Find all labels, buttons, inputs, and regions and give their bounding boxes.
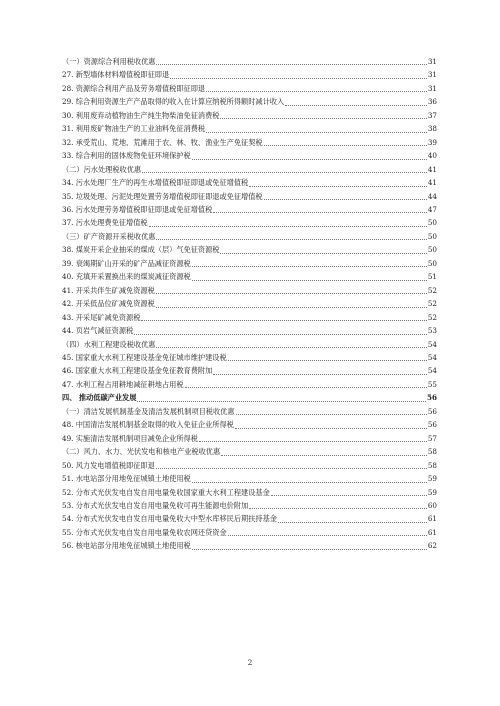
dot-leader <box>220 117 426 119</box>
dot-leader <box>134 333 427 335</box>
toc-entry-label: 44. 页岩气减征资源税 <box>62 326 134 336</box>
toc-entry-page: 54 <box>427 366 437 376</box>
dot-leader <box>156 467 427 469</box>
toc-entry[interactable] <box>62 68 437 81</box>
toc-entry[interactable] <box>62 512 437 525</box>
toc-entry-label: 46. 国家重大水利工程建设基金免征教育费附加 <box>62 366 213 376</box>
toc-entry-label: 35. 垃圾处理、污泥处理处置劳务增值税即征即退或免征增值税 <box>62 191 263 201</box>
toc-entry-label: 47. 水利工程占用耕地减征耕地占用税 <box>62 379 184 389</box>
toc-entry-page: 56 <box>427 406 437 416</box>
toc-entry[interactable] <box>62 190 437 203</box>
toc-entry[interactable] <box>62 284 437 297</box>
toc-entry-label: 38. 煤炭开采企业抽采的煤成（层）气免征资源税 <box>62 245 220 255</box>
toc-entry-page: 38 <box>427 124 437 134</box>
toc-entry[interactable] <box>62 311 437 324</box>
toc-entry-page: 56 <box>427 420 437 430</box>
dot-leader <box>220 252 426 254</box>
toc-entry-page: 55 <box>427 379 437 389</box>
dot-leader <box>206 131 427 133</box>
toc-entry[interactable] <box>62 486 437 499</box>
dot-leader <box>213 211 427 213</box>
toc-entry[interactable] <box>62 324 437 337</box>
toc-entry[interactable] <box>62 472 437 485</box>
toc-entry-page: 60 <box>427 500 437 510</box>
toc-entry-page: 31 <box>427 57 437 66</box>
toc-entry[interactable] <box>62 163 437 176</box>
toc-entry[interactable] <box>62 203 437 216</box>
toc-entry-page: 52 <box>427 285 437 295</box>
dot-leader <box>156 63 426 65</box>
toc-entry[interactable] <box>62 445 437 458</box>
toc-entry-label: （四）水利工程建设税收优惠 <box>62 339 156 349</box>
toc-entry-label: （二）污水处理税收优惠 <box>62 164 142 174</box>
toc-entry-page: 50 <box>427 218 437 228</box>
dot-leader <box>271 494 427 496</box>
toc-entry[interactable] <box>62 526 437 539</box>
toc-entry[interactable] <box>62 539 437 552</box>
dot-leader <box>192 548 427 550</box>
toc-entry-label: 36. 污水处理劳务增值税即征即退或免征增值税 <box>62 204 213 214</box>
toc-entry[interactable] <box>62 82 437 95</box>
toc-entry-page: 31 <box>427 83 437 93</box>
toc-entry-page: 58 <box>427 447 437 457</box>
dot-leader <box>228 534 427 536</box>
toc-entry-label: 54. 分布式光伏发电自发自用电量免收大中型水库移民后期扶持基金 <box>62 514 277 524</box>
toc-entry[interactable] <box>62 176 437 189</box>
toc-entry-label: 27. 新型墙体材料增值税即征即退 <box>62 70 170 80</box>
toc-entry-page: 41 <box>427 164 437 174</box>
toc-entry-page: 61 <box>427 514 437 524</box>
dot-leader <box>142 171 427 173</box>
table-of-contents <box>62 55 437 553</box>
dot-leader <box>228 359 427 361</box>
toc-entry-page: 37 <box>427 110 437 120</box>
toc-entry[interactable] <box>62 364 437 377</box>
dot-leader <box>185 386 427 388</box>
dot-leader <box>192 158 427 160</box>
toc-entry-label: 55. 分布式光伏发电自发自用电量免收农网还贷资金 <box>62 527 227 537</box>
toc-entry-label: 40. 充填开采置换出来的煤炭减征资源税 <box>62 272 191 282</box>
toc-entry[interactable] <box>62 216 437 229</box>
toc-entry-label: 39. 衰竭期矿山开采的矿产品减征资源税 <box>62 258 191 268</box>
dot-leader <box>264 198 427 200</box>
toc-entry[interactable] <box>62 149 437 162</box>
toc-entry-label: 32. 承受荒山、荒地、荒滩用于农、林、牧、渔业生产免征契税 <box>62 137 263 147</box>
dot-leader <box>156 292 427 294</box>
toc-entry-label: （三）矿产资源开采税收优惠 <box>62 231 156 241</box>
toc-entry[interactable] <box>62 432 437 445</box>
toc-entry[interactable] <box>62 338 437 351</box>
toc-entry-page: 31 <box>427 70 437 80</box>
toc-entry-page: 54 <box>427 339 437 349</box>
toc-entry-page: 44 <box>427 191 437 201</box>
toc-entry-label: 53. 分布式光伏发电自发自用电量免收可再生能源电价附加 <box>62 500 249 510</box>
dot-leader <box>213 373 427 375</box>
toc-entry-page: 52 <box>427 312 437 322</box>
dot-leader <box>170 77 427 79</box>
dot-leader <box>249 507 427 509</box>
toc-entry[interactable] <box>62 459 437 472</box>
toc-entry-label: （一）资源综合利用税收优惠 <box>62 57 156 66</box>
toc-entry[interactable] <box>62 297 437 310</box>
dot-leader <box>149 225 427 227</box>
toc-entry-label: （一）清洁发展机制基金及清洁发展机制项目税收优惠 <box>62 406 235 416</box>
toc-entry-page: 47 <box>427 204 437 214</box>
toc-entry[interactable] <box>62 351 437 364</box>
dot-leader <box>156 306 427 308</box>
toc-entry-label: 56. 核电站部分用地免征城镇土地使用税 <box>62 541 191 551</box>
toc-entry[interactable] <box>62 270 437 283</box>
toc-entry[interactable] <box>62 499 437 512</box>
toc-entry[interactable] <box>62 405 437 418</box>
toc-entry-page: 57 <box>427 433 437 443</box>
dot-leader <box>264 144 427 146</box>
toc-entry[interactable] <box>62 378 437 391</box>
toc-entry-label: 30. 利用废弃动植物油生产纯生物柴油免征消费税 <box>62 110 220 120</box>
toc-entry-label: 49. 实施清洁发展机制项目减免企业所得税 <box>62 433 198 443</box>
toc-entry-page: 59 <box>427 474 437 484</box>
toc-entry[interactable] <box>62 95 437 108</box>
dot-leader <box>278 521 427 523</box>
toc-entry-label: 51. 水电站部分用地免征城镇土地使用税 <box>62 474 191 484</box>
toc-entry-label: 52. 分布式光伏发电自发自用电量免收国家重大水利工程建设基金 <box>62 487 270 497</box>
toc-entry-page: 54 <box>427 352 437 362</box>
toc-entry-label: 43. 开采尾矿减免资源税 <box>62 312 141 322</box>
toc-entry-page: 39 <box>427 137 437 147</box>
toc-entry[interactable] <box>62 55 437 68</box>
toc-entry[interactable] <box>62 243 437 256</box>
toc-entry[interactable] <box>62 391 437 404</box>
toc-entry-page: 51 <box>427 272 437 282</box>
toc-entry-label: 37. 污水处理费免征增值税 <box>62 218 148 228</box>
toc-entry-page: 50 <box>427 245 437 255</box>
dot-leader <box>206 90 427 92</box>
dot-leader <box>249 185 427 187</box>
toc-entry-label: （二）风力、水力、光伏发电和核电产业税收优惠 <box>62 447 221 457</box>
dot-leader <box>137 400 426 402</box>
dot-leader <box>156 346 426 348</box>
toc-entry-page: 61 <box>427 527 437 537</box>
toc-entry-label: 29. 综合利用资源生产产品取得的收入在计算应纳税所得额时减计收入 <box>62 97 285 107</box>
toc-entry[interactable] <box>62 230 437 243</box>
toc-entry-page: 59 <box>427 487 437 497</box>
toc-entry-label: 34. 污水处理厂生产的再生水增值税即征即退或免征增值税 <box>62 178 249 188</box>
toc-entry-page: 56 <box>426 393 437 403</box>
toc-entry[interactable] <box>62 109 437 122</box>
dot-leader <box>221 454 427 456</box>
dot-leader <box>156 238 426 240</box>
toc-entry[interactable] <box>62 257 437 270</box>
toc-entry-page: 50 <box>427 258 437 268</box>
toc-entry-page: 53 <box>427 326 437 336</box>
toc-entry-label: 四、 推动低碳产业发展 <box>62 393 137 403</box>
page-number: 2 <box>247 658 253 667</box>
toc-entry-page: 62 <box>427 541 437 551</box>
toc-entry-label: 31. 利用废矿物油生产的工业油料免征消费税 <box>62 124 206 134</box>
toc-entry-label: 33. 综合利用的固体废物免征环境保护税 <box>62 151 191 161</box>
toc-entry-label: 42. 开采低品位矿减免资源税 <box>62 299 155 309</box>
dot-leader <box>192 481 427 483</box>
dot-leader <box>192 265 427 267</box>
toc-entry-label: 41. 开采共伴生矿减免资源税 <box>62 285 155 295</box>
toc-entry-label: 50. 风力发电增值税即征即退 <box>62 460 155 470</box>
toc-entry-page: 52 <box>427 299 437 309</box>
toc-entry-page: 41 <box>427 178 437 188</box>
toc-entry[interactable] <box>62 136 437 149</box>
dot-leader <box>199 440 427 442</box>
toc-entry-page: 50 <box>427 231 437 241</box>
toc-entry-page: 58 <box>427 460 437 470</box>
toc-entry[interactable] <box>62 418 437 431</box>
toc-entry-page: 40 <box>427 151 437 161</box>
toc-entry[interactable] <box>62 122 437 135</box>
dot-leader <box>192 279 427 281</box>
toc-entry-label: 48. 中国清洁发展机制基金取得的收入免征企业所得税 <box>62 420 234 430</box>
toc-entry-page: 36 <box>427 97 437 107</box>
dot-leader <box>285 104 427 106</box>
dot-leader <box>236 413 427 415</box>
toc-entry-label: 28. 资源综合利用产品及劳务增值税即征即退 <box>62 83 206 93</box>
dot-leader <box>141 319 426 321</box>
dot-leader <box>235 427 427 429</box>
toc-entry-label: 45. 国家重大水利工程建设基金免征城市维护建设税 <box>62 352 227 362</box>
